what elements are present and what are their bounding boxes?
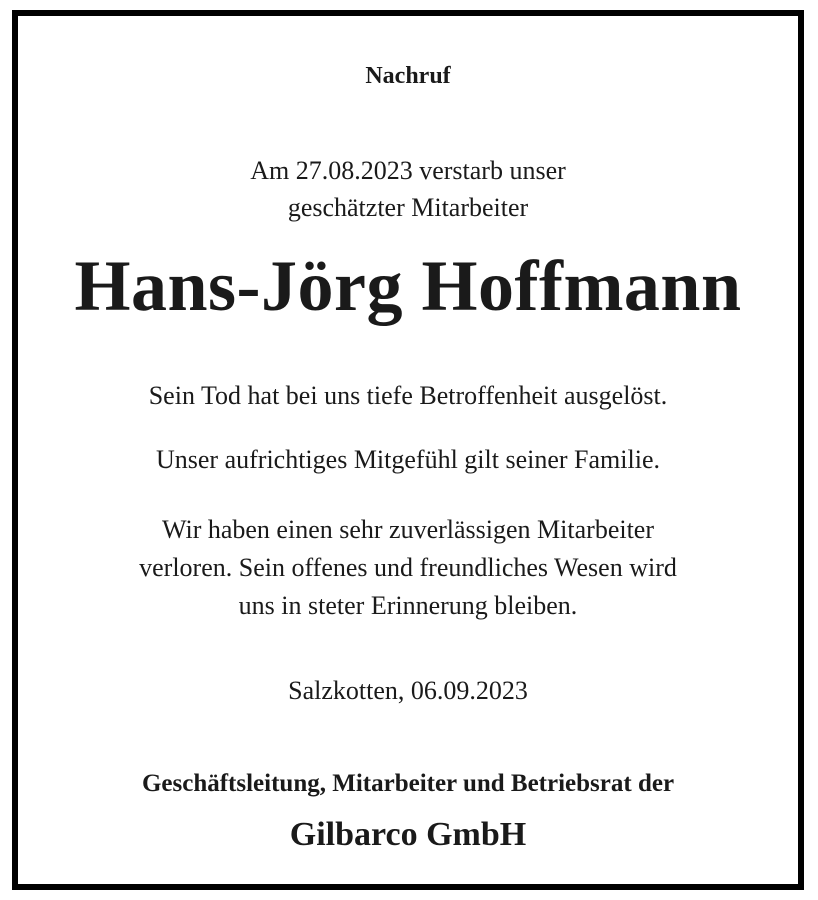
paragraph-3-line-3: uns in steter Erinnerung bleiben. <box>238 591 578 620</box>
condolence-paragraph-2: Unser aufrichtiges Mitgefühl gilt seiner Familie. <box>156 445 660 474</box>
condolence-paragraph-1: Sein Tod hat bei uns tiefe Betroffenheit ausgelöst. <box>148 381 668 410</box>
paragraph-3-line-1: Wir haben einen sehr zuverlässigen Mitarbeiter <box>161 515 655 544</box>
deceased-name: Hans-Jörg Hoffmann <box>74 246 742 326</box>
notice-heading: Nachruf <box>365 63 451 89</box>
place-and-date: Salzkotten, 06.09.2023 <box>288 676 528 705</box>
intro-line-2: geschätzter Mitarbeiter <box>287 193 529 222</box>
intro-text <box>18 152 798 226</box>
obituary-notice <box>12 10 804 890</box>
condolence-paragraph-3 <box>18 511 798 625</box>
signers-line: Geschäftsleitung, Mitarbeiter und Betriebsrat der <box>141 770 675 797</box>
intro-line-1: Am 27.08.2023 verstarb unser <box>250 156 566 185</box>
company-name: Gilbarco GmbH <box>289 816 527 853</box>
paragraph-3-line-2: verloren. Sein offenes und freundliches Wesen wird <box>139 553 677 582</box>
